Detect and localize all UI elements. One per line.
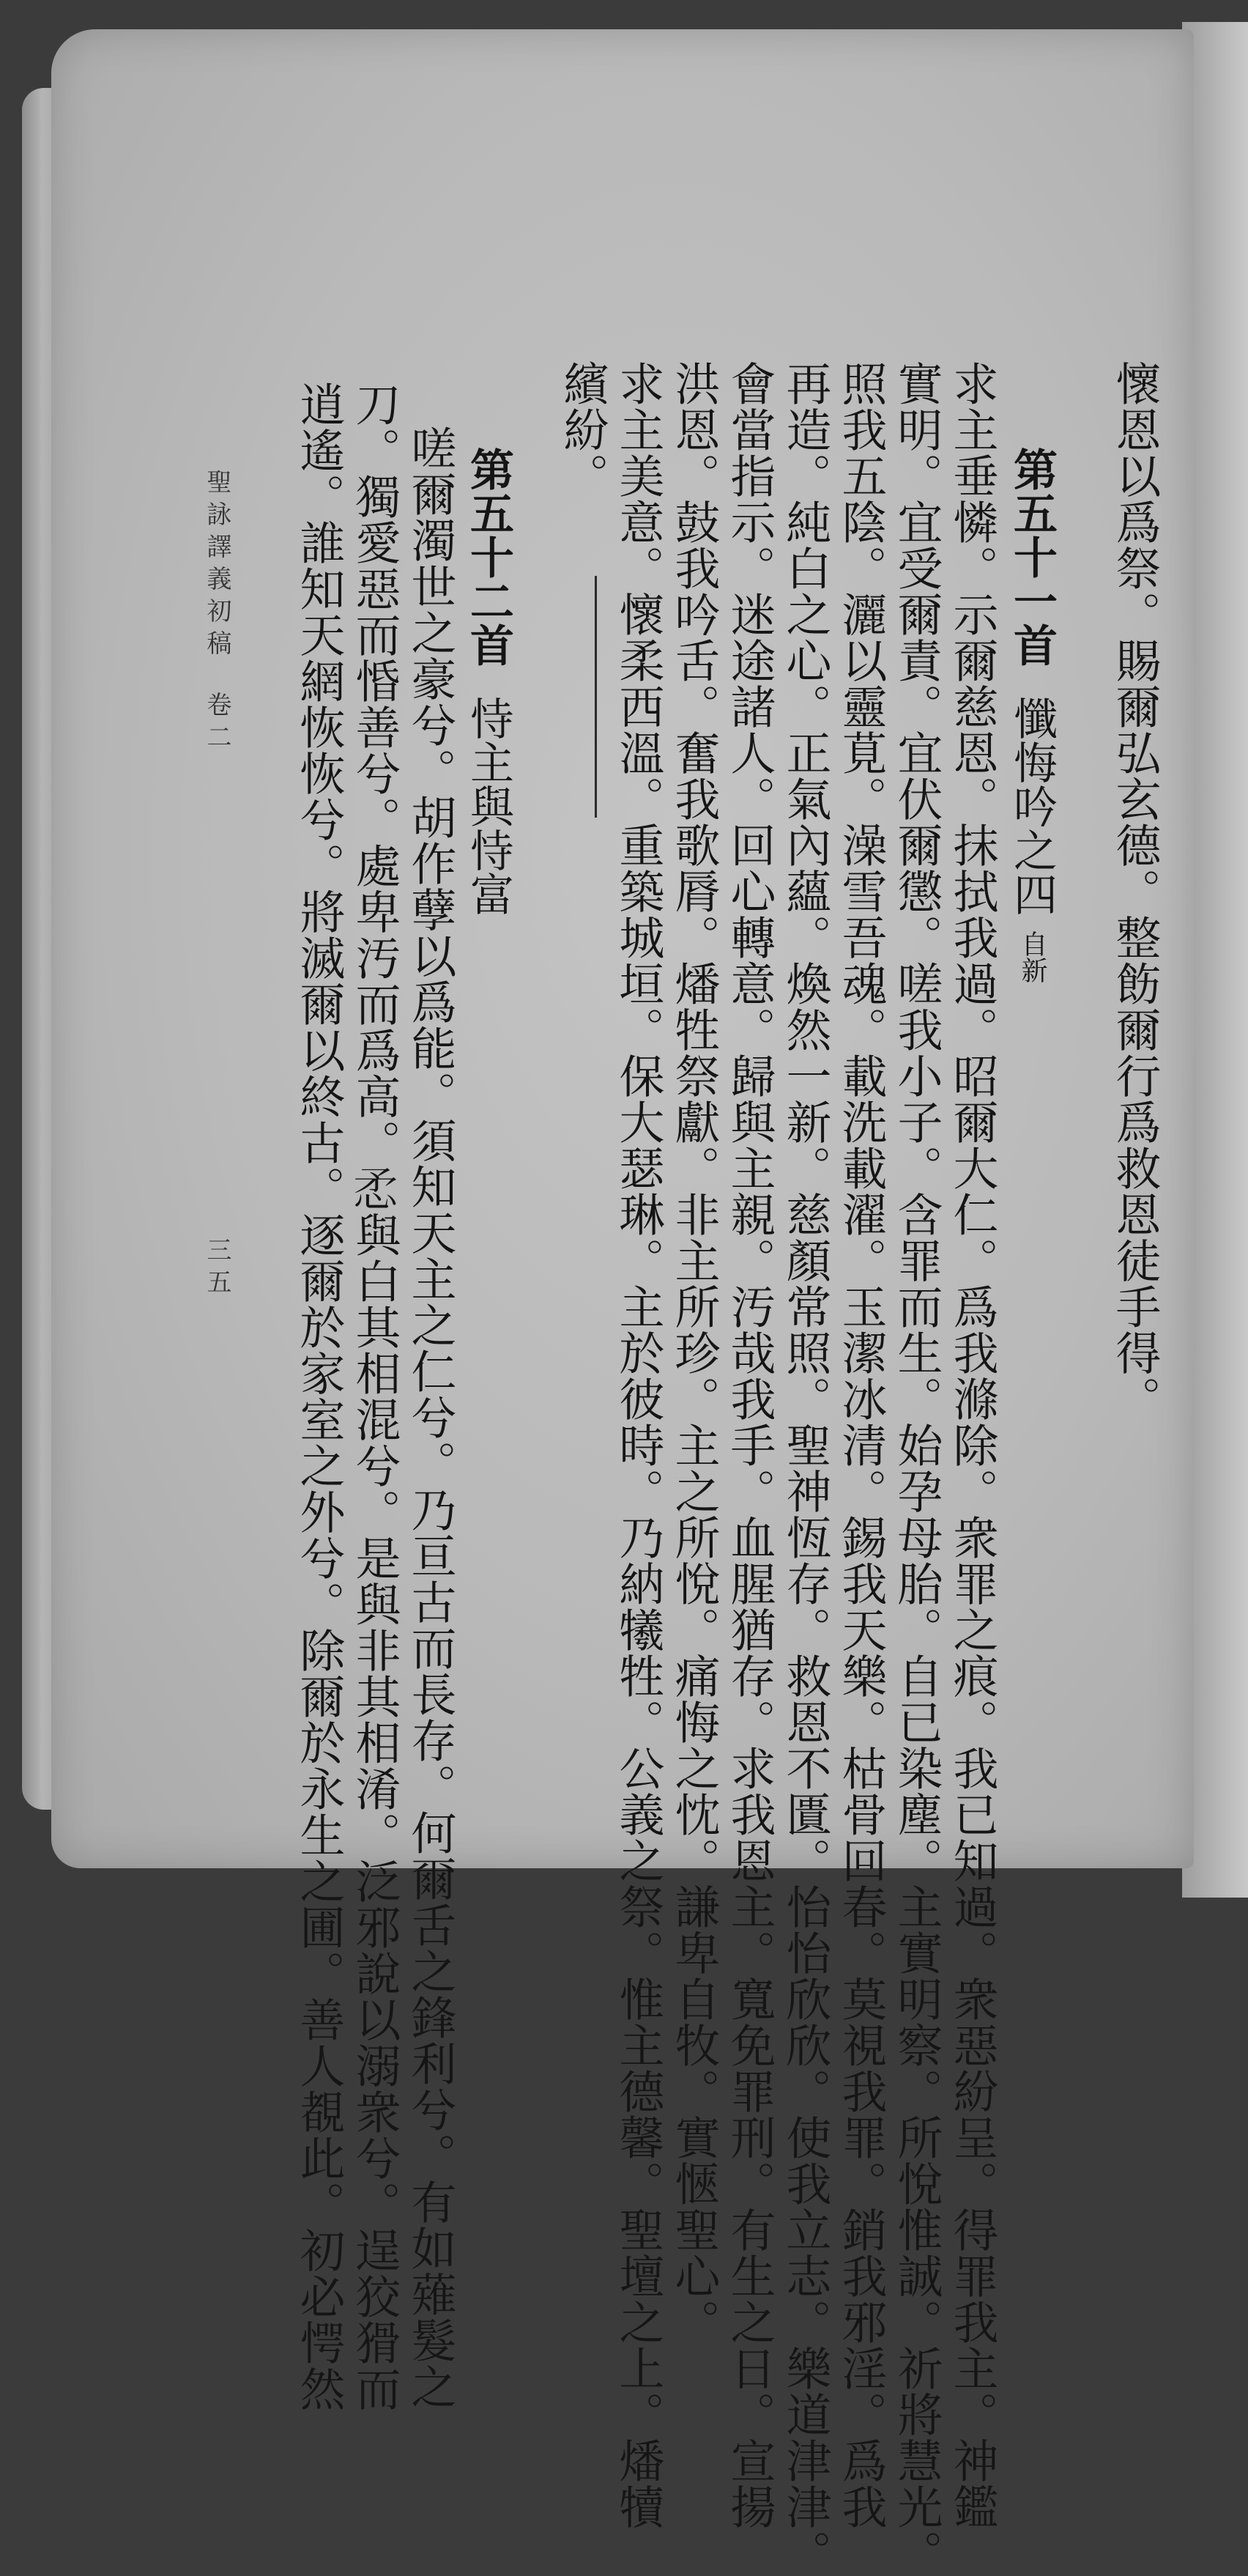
psalm-52-title: 第五十二首 bbox=[463, 447, 514, 667]
volume-label: 卷二 bbox=[202, 692, 231, 756]
text-line-9: 繽紛。 bbox=[556, 360, 609, 499]
psalm-52-subtitle: 恃主與恃富 bbox=[463, 696, 514, 916]
text-line-4: 照我五陰。灑以靈莧。澡雪吾魂。載洗載濯。玉潔冰清。錫我天樂。枯骨回春。莫視我罪。銷我邪淫。爲我 bbox=[834, 360, 888, 2530]
text-line-11: 刀。獨愛惡而惛善兮。處卑汚而爲高。𢘅與白其相混兮。是與非其相淆。泛邪說以溺衆兮。逞狡猾而 bbox=[348, 381, 401, 2412]
text-line-7: 洪恩。鼓我吟舌。奮我歌脣。燔牲祭獻。非主所珍。主之所悅。痛悔之忱。謙卑自牧。實愜聖心。 bbox=[667, 360, 721, 2345]
text-line-12: 逍遙。誰知天網恢恢兮。將滅爾以終古。逐爾於家室之外兮。除爾於永生之圃。善人覩此。初必愕然 bbox=[292, 381, 346, 2412]
text-line-2: 求主垂憐。示爾慈恩。抹拭我過。昭爾大仁。爲我滌除。衆罪之痕。我已知過。衆惡紛呈。得罪我主。神鑑 bbox=[946, 360, 999, 2530]
text-line-3: 實明。宜受爾責。宜伏爾懲。嗟我小子。含罪而生。始孕母胎。自已染塵。主實明察。所悅惟誠。祈將慧光。 bbox=[890, 360, 943, 2576]
book-page bbox=[51, 29, 1194, 2576]
book-title: 聖詠譯義初稿 bbox=[202, 469, 231, 662]
psalm-51-subtitle: 懺悔吟之四 bbox=[1006, 696, 1058, 916]
text-line-10: 嗟爾濁世之豪兮。胡作孽以爲能。須知天主之仁兮。乃亘古而長存。何爾舌之鋒利兮。有如薙髮之 bbox=[404, 425, 457, 2410]
text-line-6: 會當指示。迷途諸人。回心轉意。歸與主親。汚哉我手。血腥猶存。求我恩主。寬免罪刑。有生之日。宣揚 bbox=[723, 360, 776, 2530]
psalm-52-heading bbox=[457, 447, 520, 916]
psalm-51-heading bbox=[1000, 447, 1063, 983]
text-line-5: 再造。純白之心。正氣內蘊。煥然一新。慈顏常照。聖神恆存。救恩不匱。怡怡欣欣。使我立志。樂道津津。 bbox=[779, 360, 832, 2576]
psalm-51-title: 第五十一首 bbox=[1006, 447, 1058, 667]
psalm-51-note: 自新 bbox=[1017, 930, 1047, 983]
page-number: 三五 bbox=[202, 1237, 231, 1301]
text-line-1: 懷恩以爲祭。賜爾弘玄德。整飭爾行爲救恩徒手得。 bbox=[1108, 360, 1162, 1422]
running-footer bbox=[199, 469, 235, 756]
text-line-8: 求主美意。懷柔西溫。重築城垣。保大瑟琳。主於彼時。乃納犧牲。公義之祭。惟主德馨。聖壇之上。燔犢 bbox=[612, 360, 665, 2530]
proper-noun-underline bbox=[595, 576, 597, 818]
